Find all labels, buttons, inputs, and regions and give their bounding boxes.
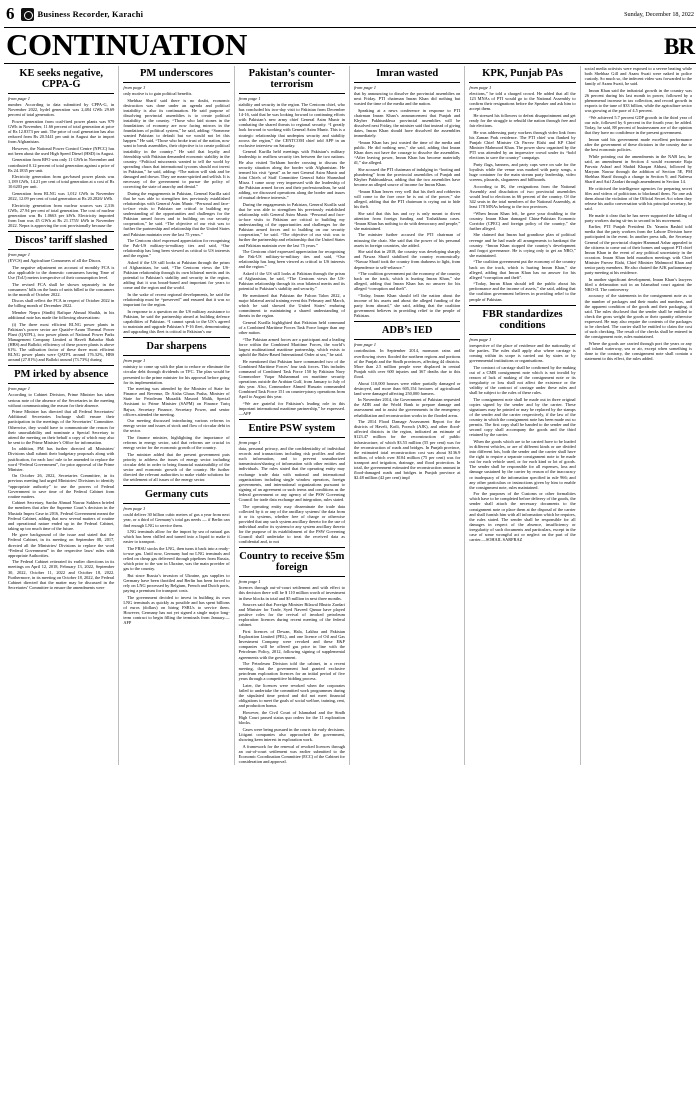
- paragraph: The Centcom chief expressed appreciation for recognising the Pak-US military-to-military ties and said, “Our relationship has long been viewed as critical to US interests and the region.”: [123, 238, 230, 259]
- story-from: from page 1: [238, 96, 261, 101]
- paragraph: The Petroleum Division told the cabinet, in a recent meeting, that the government had granted exclusive petroleum exploration licences for an initial period of five years through a competitive bidding process.: [238, 661, 345, 682]
- paragraph: In addition, PM has further directed all Ministries/ Divisions shall submit their budgetary proposals along with justification, for each law/ rule to be amended to replace the word “Federal Government”, for prior approval of the Prime Minister.: [8, 446, 115, 472]
- paragraph: The 2014 Flood Damage Assessment Report for the districts of Haveli, Kotli, Poonch (AJK), and other flood-affected districts in the region, indicated an estimate of $123.47 million for the reconstruction of public infrastructure, of which $3.53 million (55 per cent) was for the reconstruction of roads and bridges. In Punjab province, the estimated total reconstruction cost was about $136.9 million, of which over $104 million (75 per cent) was for transport and irrigation, drainage, and flood protection. In total, the government estimated the reconstruction amount in flood-damaged roads and bridges in Punjab province at $2.48 million (42 per cent) impl: [353, 419, 461, 481]
- paragraph: But since Russia’s invasion of Ukraine, gas supplies to Germany have been throttled and Berlin has been forced to rely on LNG processed by Belgium, French and Dutch ports, paying a premium for transport costs.: [123, 572, 230, 594]
- paragraph: “We achieved 5.7 percent GDP growth in the third year of our rule, followed by 6 percent in the fourth year; he added. Today, he said, 88 percent of businessmen are of the opinion that they have no confidence in the present government.: [584, 114, 692, 136]
- paragraph: However, the National Power Control Centre (NPCC) has not been about the used High Speed Diesel (HSD) in August.: [8, 145, 115, 156]
- story-from: from page 1: [469, 336, 492, 342]
- headline-germany-cuts: Germany cuts: [144, 489, 209, 501]
- paragraph: The operating entity may disseminate the trade data collected by it or any of the ancillary systems/ the data from it or its systems, whether free of charge or otherwise provided that any such system ancillary thereto for the use of individual and/or its systems/or any system ancillary thereto for the purpose of its establishment of the PSW Governing Council shall undertake to treat the received data as confidential and, to not: [238, 503, 345, 545]
- paragraph: The contract of carriage shall be confirmed by the making out of a CMR consignment note which is not invalid by reason of lack of making of the consignment note or its irregularity or loss shall not affect the existence or the validity of the contract of carriage under these rules and shall be subject to the rules of these rules.: [469, 364, 576, 395]
- paragraph: Generation from RLNG was 1,012 GWh in November 2022, 12.09 per cent of total generation at Rs 20.2826/ kWh.: [8, 191, 115, 202]
- paragraph: Shehbaz Sharif said there is no doubt, economic destruction was done under an agenda and political instability is also its continuation. He said purpose of dissolving provincial assemblies is to create political instability in the country. “Those who laid stones in the foundations of economy are now facing mirrors in the foundations of political system,” he said, adding: “Someone wanted Pakistan to default but we would not let this happen.” He said, “Those who broke trust of the nation, now want to break assemblies, their objective is to create political instability in the country.” He said that loyalty and friendship with Pakistan demanded economic stability in the country. “Political miscreants wanted to tell the world by spreading chaos that international tycoons should not invest in Pakistan,” he said, adding: “The nation will sink and be damaged and drown. They are mean-spirited and selfish. It is necessary of the government to pursue the policy of correcting the state of anarchy and denial.”: [123, 97, 230, 190]
- paragraph: “Today, Imran Khan should tell the public about his performance and the income of assets,” she said, adding that the coalition government believes in providing relief to the people of Pakistan.: [469, 281, 576, 302]
- paragraph: Where the goods are carried through port the years or any rail inland waterway, sea or air, except when something is done to the contrary, the consignment note shall contain a statement to this effect, the rules added.: [584, 340, 692, 362]
- headline-dar-sharpens: Dar sharpens: [146, 341, 207, 353]
- story-divider: [123, 485, 229, 486]
- paragraph: In response to a question on the US military assistance to Pakistan, he said the partnership aimed at building defence capabilities of Pakistan. “I cannot speak to the US’s agreed to maintain and upgrade Pakistan’s F-16 fleet, demonstrating and upgrading this fleet is critical to Pakistan’s our: [123, 308, 230, 335]
- headline-rule: [239, 576, 345, 577]
- paragraph: The minister further accused the PTI chairman of misusing the chair. She said that the power of his personal assets in foreign countries, she added.: [353, 232, 461, 248]
- paragraph: accuracy of the statements in the consignment note as to the number of packages and their marks and numbers, and the apparent condition of the goods and their packaging, it said. The rules disclosed that the sender shall be entitled to check the gross weight the goods or their quantity otherwise expressed. He may also require the contents of the packages to be checked. The carrier shall be entitled to claim the cost of such checking. The result of the checks shall be entered in the consignment note, rules maintained.: [584, 293, 692, 340]
- paragraph: irrespective of the place of residence and the nationality of the parties. The rules shall apply also where carriage is coming within its scope is carried out by states or by governmental institutions or organisations.: [469, 342, 576, 363]
- page-number: 6: [6, 4, 15, 23]
- paragraph: “Imran Khan has just wasted the time of the media and public. He did nothing new,” she said, adding that Imran Khan does not have the courage to dissolve the assemblies. “After leaving power, Imran Khan has become materially ill,” she alleged.: [353, 139, 461, 166]
- paragraph: “The Pakistan armed forces are a participant and a leading force within the Combined Maritime Forces, the world’s largest multinational maritime partnership, which exists to uphold the Rules-Based International Order at sea,” he said.: [238, 336, 345, 357]
- headline-pm-irked: PM irked by absence: [14, 369, 109, 381]
- paragraph: In the wake of recent regional developments, he said the relationship must be “preserved” and ensured that it was so important for the region.: [123, 292, 230, 308]
- paragraph: licences through out-of-court settlement and with effect to this decision there will be $ 110 million worth of investment in these blocks in total and $5 million in next three months.: [238, 585, 345, 601]
- paragraph: “The coalition government put the economy of the country back on the track, which is hurting Imran Khan,” she alleged, adding that Imran Khan has no answer for his alleged “corruption and theft”.: [469, 259, 576, 280]
- paragraph: She claimed that Imran had grandiose plan of political revenge and he had made all arrangements to bankrupt the country. “Imran Khan stopped the country’s development and forgot governance. He is crying only to get an NRO,” she maintained.: [469, 232, 576, 258]
- publication-date: Sunday, December 18, 2022: [624, 10, 694, 18]
- paragraph: In another significant development, Imran Khan’s lawyers filed a defamation suit in an Islamabad court against the NRO-II. The controversy: [584, 276, 692, 292]
- paragraph: that by announcing to dissolve the provincial assemblies on next Friday. PTI chairman Imran Khan did nothing but wasted the time of the media and the nation.: [353, 91, 461, 107]
- paragraph: Later, the licences were revoked when the corporates failed to undertake the committed work programmes during the stipulated time period and did not meet financial obligations to meet the goals of social welfare, training, rent, and production bonus.: [238, 683, 345, 709]
- story-divider: [239, 547, 345, 548]
- story-divider: [354, 321, 460, 322]
- paragraph: The negative adjustment on account of monthly FCA is also applicable to the domestic consumers having Time of Use (ToU) meters irrespective of their consumption level.: [8, 264, 115, 280]
- paragraph: General Kurilla highlighted that Pakistan held command of a Combined Maritime Forces Task Force longer than any other nation.: [238, 319, 345, 336]
- paragraph: The minister added that the present government puts priority to address the issues of energy sector including circular debt in order to bring financial sustainability of the sector and economic growth of the country. He further directed the relevant authorities to make viable solutions for the settlement of all issues of the energy sector.: [123, 451, 230, 483]
- paragraph: According to Cabinet Division, Prime Minister has taken serious note of the absence of the Secretaries in the meeting without communicating the reason for their absence.: [8, 392, 115, 408]
- paragraph: “We are grateful for Pakistan’s leading role in this important international maritime partnership,” he expressed.—APP: [238, 400, 345, 416]
- headline-imran-wasted: Imran wasted: [376, 68, 439, 79]
- paragraph: In November 2014, the Government of Pakistan requested the ADB and the World Bank to prepare damage and assessment and to assist the governments in the emergency rehabilitation and reconstruction works in the flooded areas.: [353, 397, 461, 418]
- story-divider: [123, 337, 229, 338]
- headline-country-foreign: Country to receive $5m foreign: [239, 551, 345, 574]
- headline-rule: [469, 82, 575, 83]
- headline-rule: [123, 503, 229, 504]
- paragraph: She accused the PTI chairman of indulging in “looting and plundering” from the provincial assemblies of Punjab and Khyber Pakhtunkhwa, adding that the two assemblies have become an alleged source of income for Imran Khan.: [353, 166, 461, 188]
- paragraph: On October 26, 2022, Secretaries Committee, in its previous meeting had urged Ministries/ Divisions to identify “appropriate authority” to use the powers of Federal Government to save time of the Federal Cabinet from routine matters.: [8, 473, 115, 499]
- section-title: CONTINUATION: [6, 27, 247, 62]
- paragraph: He mentioned that Pakistan the Falcon Talon 2022, a major bilateral aerial training event this February and March, which he said showed the United States’ enduring commitment to maintaining a shared understanding of threats in the region.: [238, 292, 345, 319]
- story-from: from page 1: [238, 579, 261, 585]
- paragraph: When the goods which are to be carried have to be loaded in different vehicles, or are of different kinds or are divided into different lots, both the sender and the carrier shall have the right to require a separate consignment note to be made out for each vehicle used, or for each kind or lot of goods. The sender shall be responsible for all expenses, loss and damage sustained by the carrier by reason of the inaccuracy or inadequacy of the information specified in rule 966; and any other particulars or instructions given by him to enable the consignment note, rules maintained.: [469, 438, 576, 490]
- paragraph: Prime Minister has directed that all Federal Secretaries/ Additional Secretaries Incharge shall ensure their participation in the meetings of the Secretaries’ Committee. Otherwise, they would have to communicate the reason for their unavailability and nominate a Special Secretary to attend the meeting on their behalf a copy of which may also be sent to the Prime Minister’s Office for information.: [8, 409, 115, 445]
- paragraph: During the engagements in Pakistan, General Kurilla said that he was able to strengthen his previously established relationship with General Asim Munir. “Personal and face-to-face visits to Pakistan are critical to building my understanding of the opportunities and challenges for the Pakistan armed forces and to building on our security cooperation,” he said. “The objective of our visit was to further the partnership and relationship that the United States and Pakistan maintain over the last 75 years.”: [238, 201, 345, 248]
- paragraph: social media activists were exposed to a severe beating while both Shehbaz Gill and Azam Swati were naked in police custody. So much so, the indecent video was forwarded to the family of Azam Swati, he said.: [584, 66, 692, 87]
- story-from: from page 1: [123, 358, 146, 364]
- column-3: [235, 66, 350, 765]
- paragraph: While pointing out the amendments in the NAB law, he said, an amendment in Section 4 would exonerate Raja Parvaiz Ashraf and Shahid Khaqan Abbasi, followed by Maryam Nawaz through the addition of Section 5E, PM Shehbaz Sharif through a change in Section 9, and Nafeesa Sharif and Asif Zardari through amendment in Section 14.: [584, 153, 692, 184]
- column-2: [119, 66, 234, 765]
- paragraph: stability and security in the region. The Centcom chief, who has concluded his two-day visit to Pakistan from December 14-16, said that he was looking forward to continuing efforts with Pakistan’s new army chief General Asim Munir in combating the shared threats to regional security. “I greatly look forward to working with General Asim Munir. This is a strategic relationship that underpins security and stability across the region,” the CENTCOM chief told APP in an exclusive interview on Saturday.: [238, 102, 345, 148]
- story-from: from page 1: [353, 85, 377, 90]
- story-from: from page 1: [123, 85, 146, 90]
- paragraph: Electricity generation from gas-based power plants was 1,189 GWh, 14.21 per cent of total generation at a cost of Rs 10.6203 per unit.: [8, 174, 115, 190]
- paragraph: LNG terminals allow for the import by sea of natural gas which has been chilled and turned into a liquid to make it easier to transport.: [123, 529, 230, 545]
- headline-rule: [8, 249, 114, 250]
- headline-rule: [354, 339, 460, 340]
- paragraph: He stressed his followers to defeat disappointment and get ready for the struggle to rebuild the nation through free and fair elections.: [469, 112, 576, 129]
- paragraph: During the engagements in Pakistan, General Kurilla said that he was able to strengthen ties previously established relationships with General Asim Munir. “Personal and face-to-face visits to Pakistan are critical to building my understanding of the opportunities and challenges for the Pakistan armed forces and to building on our security cooperation,” he said. “The objective of our visit was to further the partnership and relationship that the United States and Pakistan maintain over the last 75 years.”: [123, 190, 230, 237]
- story-from: from page 1: [123, 506, 146, 512]
- paragraph: Earlier, PTI Punjab President Dr. Yasmin Rashid told media that the party workers from the Lahore Division have participated in the event. In another press talk, the Secretary General of the provincial chapter Hammad Azhar appealed to the citizens to come out of their homes and support PTI chief Imran Khan in the event of any political uncertainty in the occasion. Imran Khan held marathon meetings with Chief Minister Parvez Elahi, Chief Minister Mahmood Khan and senior party members. He also chaired the AJK parliamentary party meeting at his residence.: [584, 224, 692, 276]
- paragraph: For the purposes of the Customs or other formalities which have to be completed before delivery of the goods, the sender shall attach the necessary documents to the consignment note or place them at the disposal of the carrier and shall furnish him with all information which he requires, the rules stated. The sender shall be responsible for all damages in respect of the absence, insufficiency or irregularity of such documents and particulars, except in the case of some wrongful act or neglect on the part of the carrier.—SOHAIL SARFRAZ: [469, 491, 576, 543]
- headline-ke-seeks: KE seeks negative, CPPA-G: [19, 68, 104, 90]
- paragraph: Electricity generation from nuclear sources was 2,316 GWh, 27.94 per cent of total generation. The cost of nuclear generation was Rs 1.0663 per kWh. Electricity imported from Iran was 45 GWh at Rs 21.1755/ kWh in November 2022. Nepra is approving the cost provisionally because the: [8, 202, 115, 229]
- headline-fbr-standardizes: FBR standardizes conditions: [482, 308, 563, 331]
- paragraph: Generation from RFO was only 11 GWh in November and contributed 0.12 percent of total generation against a price of Rs 24.1835 per unit.: [8, 157, 115, 173]
- paragraph: Asked if the US still looks at Pakistan through the prism of Afghanistan, he said, “The Centcom views the US-Pakistan relationship through its own bilateral merits and its potential to Pakistan’s stability and security.”: [238, 271, 345, 292]
- paragraph: A framework for the renewal of revoked licences through an out-of-court settlement was earlier submitted to the Economic Coordination Committee (ECC) of the Cabinet for consideration and approval.: [238, 743, 345, 764]
- paragraph: Our meeting discussed introducing various reforms in energy sector and issues of stock and flow of circular debt in the sector.: [123, 418, 230, 434]
- paragraph: contribution. In September 2014, monsoon rains and overflowing rivers flooded the northern regions and portions of the Punjab and the Sindh provinces, affecting 44 districts. More than 2.5 million people were displaced in central Punjab with over 600 injuries and 367 deaths due to this flood.: [353, 348, 461, 379]
- paragraph: The government decided to invest in building its own LNG terminals as quickly as possible and has spent billions of euros (dollars) on hiring FSRUs to service them. However, Germany has not yet signed a single major long-term contract to begin filling the terminals from January.—AFP: [123, 594, 230, 626]
- column-6: [581, 66, 696, 765]
- column-4: [350, 66, 465, 765]
- article-grid: [0, 64, 700, 771]
- paragraph: She said that this has and cry is only meant to divert attention from foreign funding and Toshakhana cases. “Imran Khan has nothing to do with democracy and people,” she maintained.: [353, 210, 461, 231]
- paragraph: Imran Khan said the industrial growth in the country was 26 percent during his last month in power, followed by a phenomenal increase in tax collection, and record growth in exports to the tune of $33 billion, while the agriculture sector was growing at the pace of 4.5 percent.: [584, 87, 692, 114]
- story-from: from page 1: [238, 440, 261, 446]
- paragraph: only motive is to gain political benefits.: [123, 91, 193, 96]
- story-from: from page 1: [8, 96, 31, 101]
- headline-rule: [123, 355, 229, 356]
- paper-name: Business Recorder, Karachi: [37, 9, 144, 19]
- paragraph: The revised FCA shall be shown separately in the consumers’ bills on the basis of units billed to the consumers in the month of October 2022.: [8, 281, 115, 297]
- section-banner: [0, 28, 700, 63]
- headline-pm-underscores: PM underscores: [139, 68, 213, 79]
- paragraph: could deliver 30 billion cubic metres of gas a year from next year, or a third of Germany’s total gas needs — if Berlin can find enough LNG to service them.: [123, 512, 230, 528]
- paragraph: According to IK, the resignations from the National Assembly and dissolution of two provincial assemblies would lead to elections in 66 percent of the country. Of the 342 seats in the total members of the National Assembly, at least 178 MNAs belong to the two provinces.: [469, 183, 576, 209]
- paragraph: He was addressing party workers through video link from his Zaman Park residence. The PTI chief was flanked by Punjab Chief Minister Ch Parvez Elahi and KP Chief Minister Mahmood Khan. The power show organised by the PTI was attended by an impressive crowd under its “bold elections to save the country” campaign.: [469, 129, 576, 161]
- headline-rule: [354, 82, 460, 83]
- paragraph: Imran said his government made excellent performance after the government of these dictators in the country due to the best economic policies.: [584, 136, 692, 152]
- paragraph: elections,” he told a charged crowd. He added that all the 123 MNAs of PTI would go to the National Assembly to confirm their resignations before the Speaker and ask him to accept them.: [469, 91, 576, 112]
- paragraph: She said that in 2018, the country was developing sharply and Nawaz Sharif stabilised the country economically. “Nawaz Sharif took the country from darkness to light, from dependence to self-reliance.”: [353, 249, 461, 270]
- story-from: from page 1: [469, 85, 492, 90]
- headline-rule: [123, 82, 229, 83]
- paragraph: Cabinet Secretary, Sardar Ahmad Nawaz Sukhera briefed the members that after the Supreme Court’s decision in the Mustafa Impex Case in 2016, Federal Government meant the Federal Cabinet, adding that now several matters of routine and operational nature ended up in the Federal Cabinet, taking up too much time of the future.: [8, 500, 115, 531]
- story-divider: [239, 419, 345, 420]
- headline-counter-terrorism: Pakistan’s counter-terrorism: [248, 68, 336, 90]
- headline-rule: [239, 437, 345, 438]
- paragraph: Asked if the US still looks at Pakistan through the prism of Afghanistan, he said, “The Centcom views the US-Pakistan relationship through its own bilateral merits and its potential to Pakistan’s stability and security in the region, adding that it was broad-based and important for years to come and the region and the world.: [123, 260, 230, 291]
- paragraph: The meeting was attended by the Minister of State for Finance and Revenue, Dr Aisha Ghaus Pasha, Minister of State for Petroleum Musadik Masood Malik, Special Assistant to Prime Minister (SAPM) on Finance Tariq Bajwa, Secretary Finance, Secretary Power, and senior officers attended the meeting.: [123, 386, 230, 417]
- paragraph: “The coalition government put the economy of the country back on the track, which is hurting Imran Khan,” she alleged, adding that Imran Khan has no answer for his alleged “corruption and theft”.: [353, 271, 461, 292]
- paragraph: He mentioned that Pakistan have commanded two of the Combined Maritime Forces’ four task forces. This includes command of Combined Task Force 150 by Pakistan Navy Commodore Vaqar Muhammad on maritime security operations outside the Arabian Gulf, from January to July of this year. Also, Commodore Ahmed Hussain commanded Combined Task Force 151 on counter-piracy operations from April to August this year.: [238, 358, 345, 400]
- paragraph: “When Imran Khan left, he gave your doubling to the country. Imran Khan damaged China-Pakistan Economic Corridor (CPEC) and foreign policy of the country,” she further alleged.: [469, 210, 576, 231]
- paragraph: Cases were being pursued in the courts for early decisions. Litigant companies also approached the government, showing keen interest in exploration work.: [238, 726, 345, 742]
- paragraph: First licences of Dewan, Hala, Lakhra and Pakistan Exploration Limited (PEL), and one licence of Oil and Gas Investment Company were revoked and these E&P companies will be offered gas price in line with the Petroleum Policy, 2012, following signing of supplemental agreements with the government.: [238, 629, 345, 660]
- headline-discos-tariff: Discos’ tariff slashed: [14, 235, 108, 247]
- paragraph: The Centcom chief expressed appreciation for recognising the Pak-US military-to-military ties and said, “Our relationship has long been viewed as critical to US interests and the region.”: [238, 249, 345, 270]
- headline-kpk-punjab-pas: KPK, Punjab PAs: [482, 68, 563, 79]
- paper-logo-icon: [21, 8, 34, 21]
- story-from: from page 1: [353, 342, 377, 348]
- story-from: from page 1: [8, 252, 31, 258]
- paragraph: “Today, Imran Khan should tell the nation about the income of his assets and about the alleged funding of the party from abroad,” she said, adding that the coalition government believes in providing relief to the people of Pakistan.: [353, 292, 461, 319]
- masthead: [0, 0, 700, 26]
- paragraph: Member Nepra (Sindh) Rafique Ahmad Shaikh, in his additional note has made the following observations:: [8, 310, 115, 321]
- paragraph: Speaking at a news conference in response to PTI chairman Imran Khan’s announcement that Punjab and Khyber Pakhtunkhwa provincial assemblies will be dissolved next Friday, the minister said that instead of giving dates, Imran Khan should have dissolved the assemblies immediately.: [353, 107, 461, 139]
- paragraph: He made it clear that he has never supported the killing of party workers during sit-ins to second in his movement.: [584, 212, 692, 223]
- paragraph: The finance minister, highlighting the importance of reforms in energy sector, said that reforms are crucial in energy sector for the economic growth of the country.: [123, 435, 230, 451]
- brand-mark: BR: [664, 34, 694, 59]
- headline-psw-system: Entire PSW system: [248, 423, 336, 435]
- column-5: [465, 66, 580, 765]
- paragraph: The consignment note shall be made out in three original copies signed by the sender and by the carrier. These signatures may be printed or may be replaced by the stamps of the sender and the carrier respectively, if the law of the country in which the consignment note has been made out so permits. The first copy shall be handed to the sender and the second copy shall accompany the goods and the third retained by the carrier.: [469, 396, 576, 438]
- column-1: [4, 66, 119, 765]
- paragraph: The FRSU stocks the LNG, then turns it back into a ready-to-use gas. Until now, Germany had no LNG terminals and relied on cheap gas delivered through pipelines from Russia, which prior to the war in Ukraine, was the main provider of gas to the country.: [123, 545, 230, 572]
- headline-rule: [8, 93, 114, 94]
- paragraph: “Imran Khan leaves very well that his theft and robberies will come to the fore once he is out of the power,” she alleged, adding that the PTI chairman is crying out to hide his theft.: [353, 188, 461, 209]
- headline-rule: [469, 334, 575, 335]
- headline-adb-ied: ADB’s IED: [381, 325, 433, 337]
- paragraph: Discos shall reflect the FCA in respect of October 2022 in the billing month of December 2022.: [8, 298, 115, 309]
- paragraph: (i) The three most efficient RLNG power plants in Pakistan’s power sector are Quaid-e-Azam Thermal Power Plant (QATPL), two power plants of National Power Parks Management Company Limited at Haveli Bahadur Shah (HBS) and Balloki; efficiency of these power plants is above 61%. The utilisation factor of these three most efficient RLNG power plants were QATPL around 176.32%, HBS around (27.81%) and Balloki around (73.73%) during: [8, 321, 115, 363]
- story-from: from page 1: [8, 386, 31, 392]
- story-divider: [8, 231, 114, 232]
- paragraph: The Federal Cabinet reiterated its earlier directions in its meetings on April 12, 2018, February 13, 2022, September 30, 2022, October 11, 2022 and October 18, 2022. Furthermore, in its meeting on October 18, 2022, the Federal Cabinet directed that the matter may be discussed in the Secretaries’ Committee to ensure the amendments were: [8, 559, 115, 590]
- paragraph: data, personal privacy, and the confidentiality of individual records and transactions including risk profiles and other such information, and to prevent unauthorized transmission/sharing of information with other entities and individuals. The rules stated that the operating entity may exchange trade data with national and international organizations including single window operators, foreign governments, and international organizations pursuant to signing of an agreement or such terms and conditions as the federal government or any agency of the PSW Governing Council for trade data exchange and integration, rules stated.: [238, 446, 345, 502]
- headline-rule: [239, 93, 345, 94]
- paragraph: number. According to data submitted by CPPA-G, in November 2022, hydel generation was 2,484 GWh 29.69 percent of total generation.: [8, 102, 115, 118]
- paragraph: (EVCS) and Agriculture Consumers of all the Discos.: [8, 258, 102, 264]
- paragraph: He gave background of the issue and stated that the Federal Cabinet, in its meeting on September 08, 2017, directed all the Ministries/ Divisions to replace the word “Federal Government” in the respective laws/ rules with appropriate Authorities.: [8, 532, 115, 558]
- headline-rule: [8, 383, 114, 384]
- paragraph: Party flags, banners, and party caps were on sale for the loyalists while the venue was marked with party songs, a huge container for the main stream party leadership, video screens, placards, sloganeers and billboards.: [469, 161, 576, 182]
- paragraph: Power generation from coal-fired power plants was 979 GWh in November, 11.66 percent of total generation at price of Rs 12.8373 per unit. The price of coal generation has also reduced from Rs 20.5441 per unit in August due to import from Afghanistan.: [8, 118, 115, 145]
- paragraph: Sources said that Foreign Minister Bilawal Bhutto Zardari and Minister for Trade, Syed Naveed Qamar have played positive roles for the revival of invoked petroleum exploration licences during recent meeting of the federal cabinet.: [238, 602, 345, 628]
- paragraph: He criticised the intelligence agencies for preparing secret files and videos of politicians to blackmail them. No one ask them about the violation of the Official Secret Act when they release his audio conversation with his principal secretary, he said.: [584, 185, 692, 211]
- paragraph: General Kurilla held meetings with Pakistan’s military leadership to reaffirm security ties between the two nations. He also visited Torkham border crossing to discuss the security situation along the border with Afghanistan. He termed his visit “great” as he met General Asim Munir and Joint Chiefs of Staff Committee General Sahir Shamshad Mirza. I came away very impressed with the leadership of the Pakistan armed forces and their professionalism, he said adding, we discussed operations along the border and issues of mutual defence interests.”: [238, 149, 345, 201]
- story-divider: [469, 305, 575, 306]
- paragraph: However, the Civil Court of Islamabad and the Sindh High Court passed status quo orders for the 11 exploration blocks.: [238, 709, 345, 726]
- story-divider: [8, 365, 114, 366]
- paragraph: About 110,000 houses were either partially damaged or destroyed, and more than 605,154 hectares of agricultural land were damaged affecting 250,000 farmers.: [353, 380, 461, 396]
- paragraph: ministry to come up with the plan to reduce or eliminate the circular debt through dividends or TFC. The plan would be presented to the prime minister for his approval before going for its implementation.: [123, 364, 230, 385]
